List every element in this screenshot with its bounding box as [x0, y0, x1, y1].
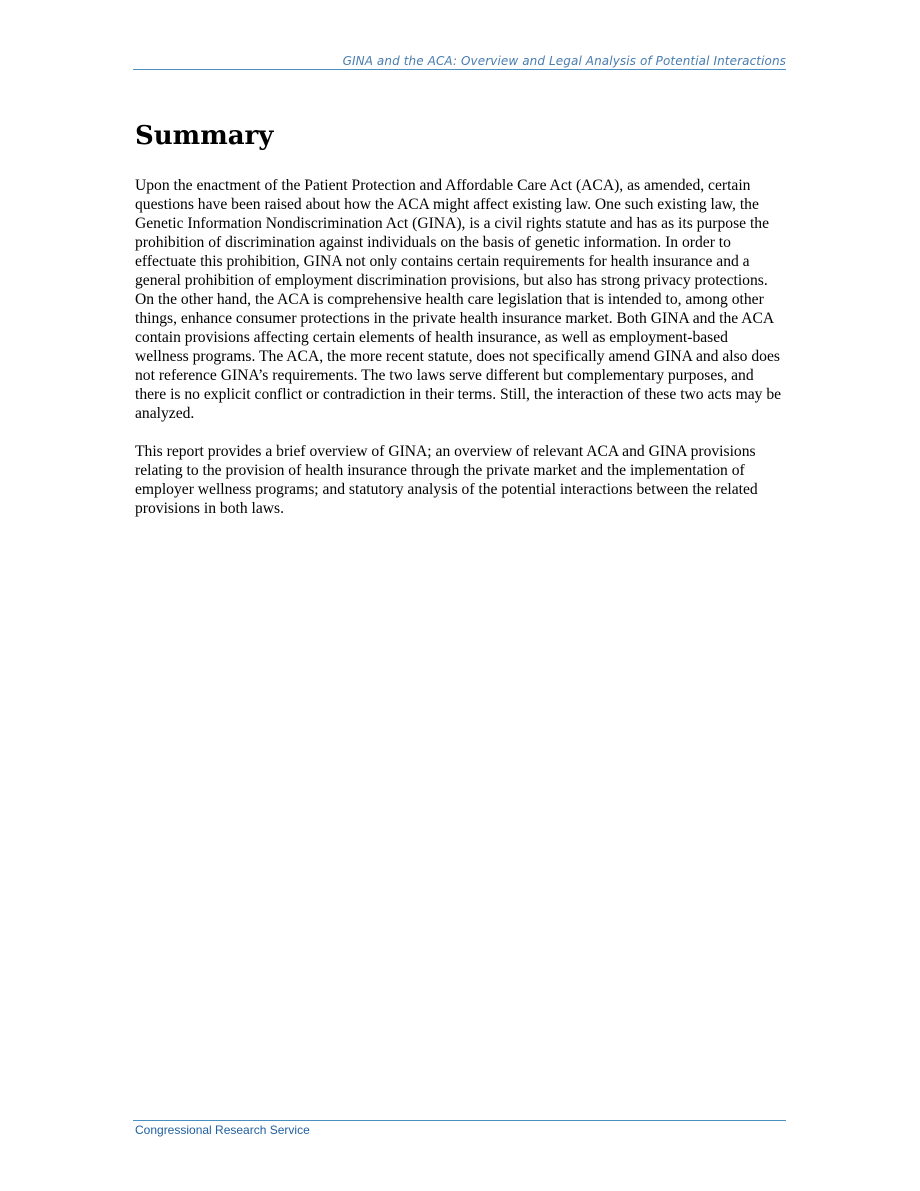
footer-divider: [133, 1120, 786, 1121]
footer-publisher: Congressional Research Service: [135, 1123, 310, 1137]
page-title: Summary: [135, 121, 274, 151]
summary-paragraph-1: Upon the enactment of the Patient Protection and Affordable Care Act (ACA), as amended, certain questions have been raised about how the ACA might affect existing law. One such existing law, the Genetic Information Nondiscrimination Act (GINA), is a civil rights statute and has as its purpose the prohibition of discrimination against individuals on the basis of genetic information. In order to effectuate this prohibition, GINA not only contains certain requirements for health insurance and a general prohibition of employment discrimination provisions, but also has strong privacy protections. On the other hand, the ACA is comprehensive health care legislation that is intended to, among other things, enhance consumer protections in the private health insurance market. Both GINA and the ACA contain provisions affecting certain elements of health insurance, as well as employment-based wellness programs. The ACA, the more recent statute, does not specifically amend GINA and also does not reference GINA’s requirements. The two laws serve different but complementary purposes, and there is no explicit conflict or contradiction in their terms. Still, the interaction of these two acts may be analyzed.: [135, 177, 782, 422]
header-divider: [133, 69, 786, 70]
running-header: GINA and the ACA: Overview and Legal Analysis of Potential Interactions: [342, 54, 786, 68]
summary-paragraph-2: This report provides a brief overview of GINA; an overview of relevant ACA and GINA provisions relating to the provision of health insurance through the private market and the implementation of employer wellness programs; and statutory analysis of the potential interactions between the related provisions in both laws.: [135, 443, 758, 517]
